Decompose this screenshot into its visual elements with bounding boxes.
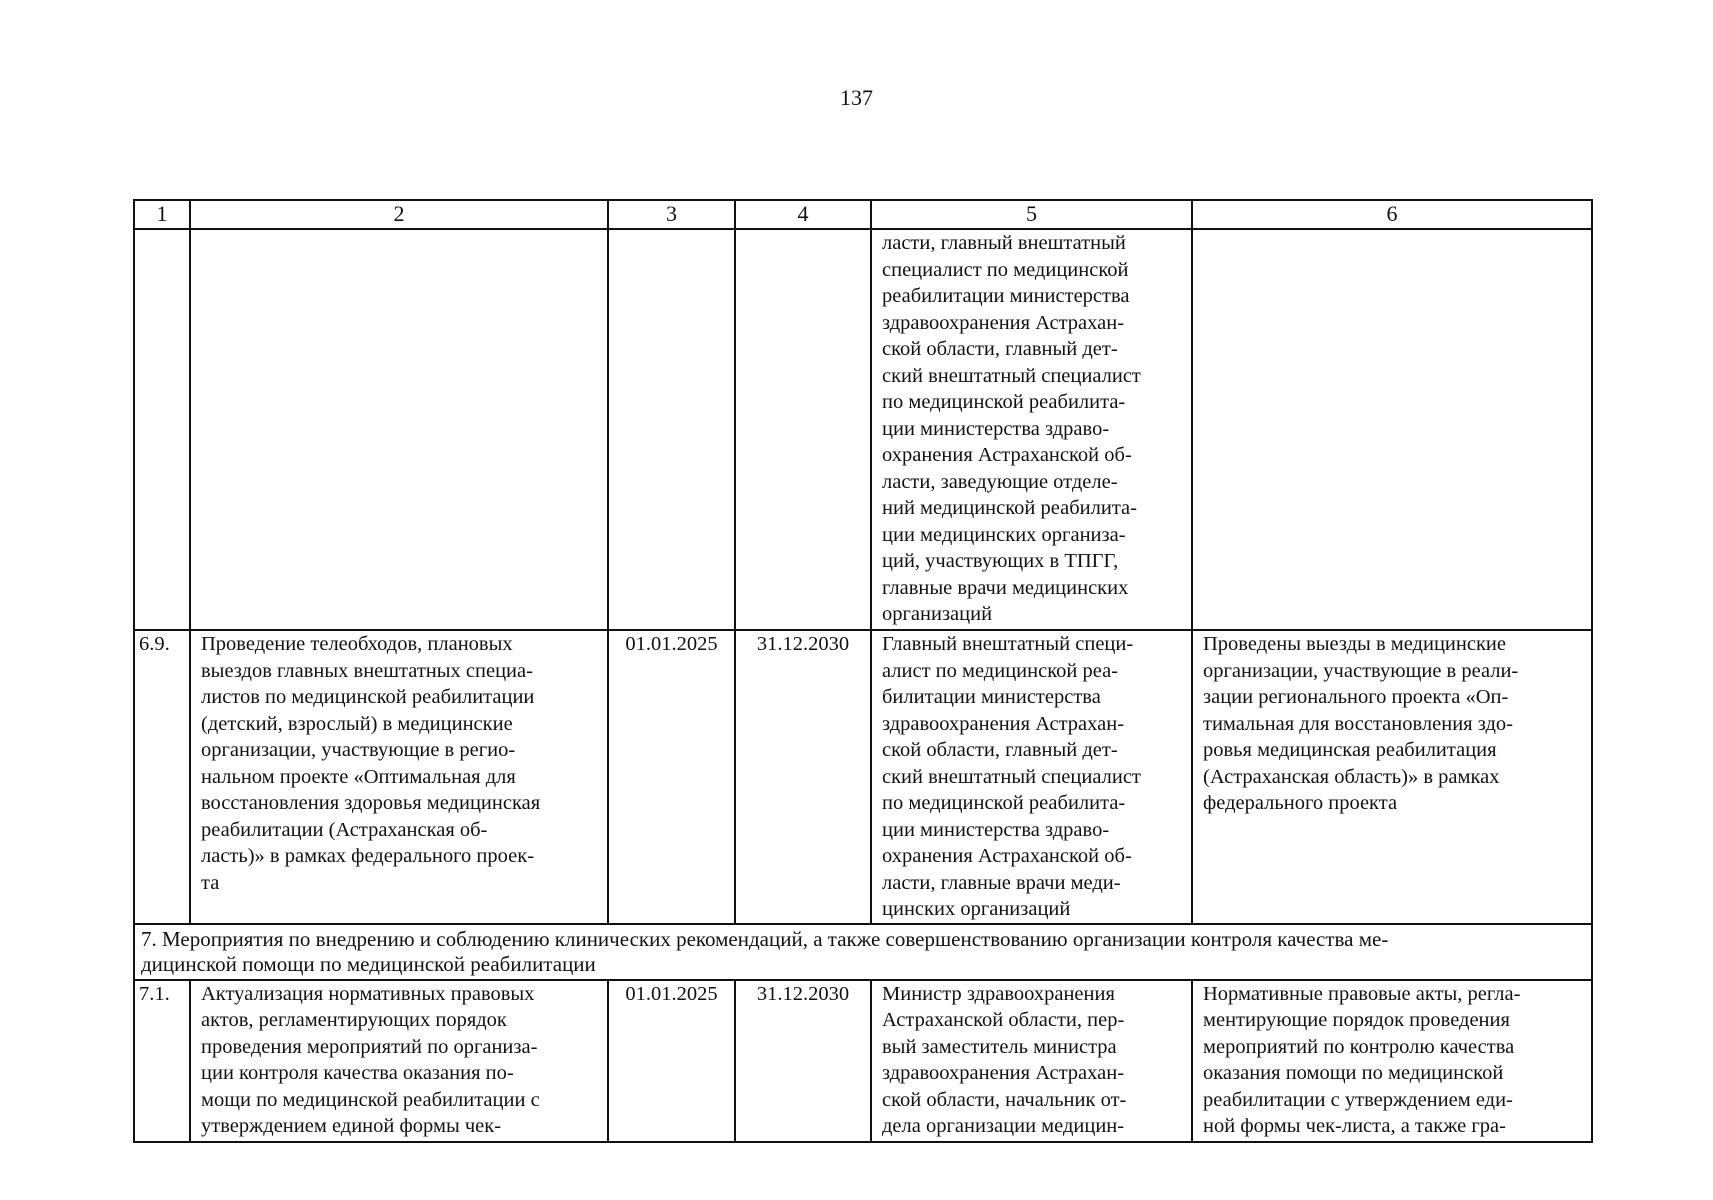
- end-date-cell: 31.12.2030: [735, 980, 871, 1142]
- row-number: 6.9.: [134, 630, 190, 924]
- start-date-cell: 01.01.2025: [608, 630, 735, 924]
- result-cell: Нормативные правовые акты, регла- ментирующие порядок проведения мероприятий по контролю качества оказания помощи по медицинской реабилитации с утверждением еди- ной формы чек-листа, а также гра-: [1192, 980, 1592, 1142]
- start-date-cell: 01.01.2025: [608, 980, 735, 1142]
- page-number: 137: [840, 85, 873, 110]
- section-heading: 7. Мероприятия по внедрению и соблюдению клинических рекомендаций, а также совершенствованию организации контроля качества ме- дицинской помощи по медицинской реабилитации: [134, 924, 1592, 980]
- header-col-3: 3: [608, 200, 735, 229]
- start-date-cell: [608, 229, 735, 630]
- header-col-6: 6: [1192, 200, 1592, 229]
- table-row: [134, 980, 1592, 1142]
- result-cell: [1192, 229, 1592, 630]
- activity-cell: Актуализация нормативных правовых актов, регламентирующих порядок проведения мероприятий по организа- ции контроля качества оказания по- мощи по медицинской реабилитации с утверждением единой формы чек-: [190, 980, 608, 1142]
- activity-cell: Проведение телеобходов, плановых выездов главных внештатных специа- листов по медицинской реабилитации (детский, взрослый) в медицинские организации, участвующие в регио- нальном проекте «Оптимальная для восстановления здоровья медицинская реабилитации (Астраханская об- ласть)» в рамках федерального проек- та: [190, 630, 608, 924]
- measures-table: [133, 199, 1593, 1143]
- table-row: [134, 229, 1592, 630]
- header-col-5: 5: [871, 200, 1192, 229]
- end-date-cell: [735, 229, 871, 630]
- table-row: [134, 630, 1592, 924]
- result-cell: Проведены выезды в медицинские организации, участвующие в реали- зации регионального проекта «Оп- тимальная для восстановления здо- ровья медицинская реабилитация (Астраханская область)» в рамках федерального проекта: [1192, 630, 1592, 924]
- responsible-cell: Главный внештатный специ- алист по медицинской реа- билитации министерства здравоохранения Астрахан- ской области, главный дет- ский внештатный специалист по медицинской реабилита- ции министерства здраво- охранения Астраханской об- ласти, главные врачи меди- цинских организаций: [871, 630, 1192, 924]
- responsible-cell: ласти, главный внештатный специалист по медицинской реабилитации министерства здравоохранения Астрахан- ской области, главный дет- ский внештатный специалист по медицинской реабилита- ции министерства здраво- охранения Астраханской об- ласти, заведующие отделе- ний медицинской реабилита- ции медицинских организа- ций, участвующих в ТПГГ, главные врачи медицинских организаций: [871, 229, 1192, 630]
- table-header-row: [134, 200, 1592, 229]
- section-heading-row: [134, 924, 1592, 980]
- header-col-1: 1: [134, 200, 190, 229]
- header-col-2: 2: [190, 200, 608, 229]
- responsible-cell: Министр здравоохранения Астраханской области, пер- вый заместитель министра здравоохранения Астрахан- ской области, начальник от- дела организации медицин-: [871, 980, 1192, 1142]
- activity-cell: [190, 229, 608, 630]
- row-number: 7.1.: [134, 980, 190, 1142]
- header-col-4: 4: [735, 200, 871, 229]
- end-date-cell: 31.12.2030: [735, 630, 871, 924]
- row-number: [134, 229, 190, 630]
